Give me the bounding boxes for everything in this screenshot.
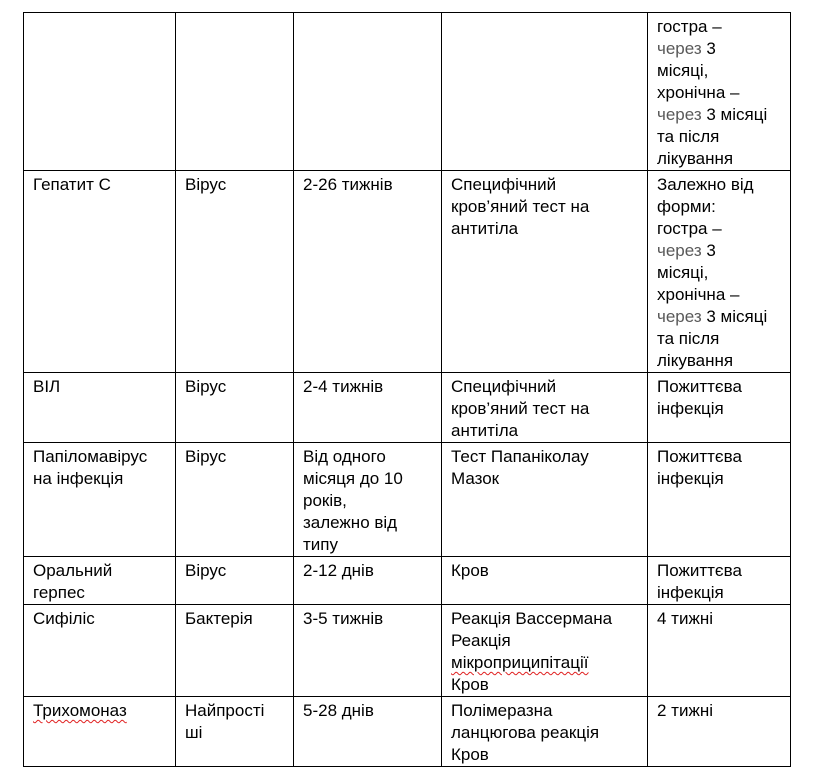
cell-line: Специфічний bbox=[451, 377, 557, 396]
cell-line: ВІЛ bbox=[33, 377, 61, 396]
cell-line: Пожиттєва bbox=[657, 377, 742, 396]
cell-diagnosis bbox=[442, 373, 648, 443]
cell-pathogen bbox=[176, 443, 294, 557]
cell-line: хронічна – bbox=[657, 83, 740, 102]
cell-diagnosis bbox=[442, 443, 648, 557]
cell-line: 3-5 тижнів bbox=[303, 609, 384, 628]
cell-line: інфекція bbox=[657, 469, 724, 488]
cell-disease bbox=[24, 697, 176, 767]
cell-incubation bbox=[294, 697, 442, 767]
cell-duration bbox=[648, 443, 791, 557]
cell-line: Кров bbox=[451, 675, 489, 694]
muted-word: через bbox=[657, 241, 702, 260]
cell-line: залежно від bbox=[303, 513, 398, 532]
cell-diagnosis bbox=[442, 605, 648, 697]
cell-line: ланцюгова реакція bbox=[451, 723, 600, 742]
cell-line: Оральний bbox=[33, 561, 113, 580]
cell-line: Кров bbox=[451, 745, 489, 764]
cell-diagnosis bbox=[442, 697, 648, 767]
cell-pathogen bbox=[176, 697, 294, 767]
cell-disease bbox=[24, 373, 176, 443]
cell-line: гостра – bbox=[657, 17, 722, 36]
cell-line: герпес bbox=[33, 583, 85, 602]
cell-pathogen bbox=[176, 557, 294, 605]
cell-line: Мазок bbox=[451, 469, 500, 488]
cell-line: Реакція bbox=[451, 631, 511, 650]
table-row bbox=[24, 373, 791, 443]
table-row bbox=[24, 13, 791, 171]
cell-disease bbox=[24, 443, 176, 557]
cell-duration bbox=[648, 373, 791, 443]
spellcheck-flagged-word[interactable]: Трихомоназ bbox=[33, 701, 127, 720]
muted-word: через bbox=[657, 105, 702, 124]
cell-diagnosis bbox=[442, 13, 648, 171]
cell-line: через 3 bbox=[657, 39, 716, 58]
cell-line: антитіла bbox=[451, 219, 519, 238]
cell-line: Пожиттєва bbox=[657, 447, 742, 466]
table-row bbox=[24, 605, 791, 697]
cell-line: місяці, bbox=[657, 263, 709, 282]
cell-line: через 3 місяці bbox=[657, 105, 768, 124]
cell-line: ші bbox=[185, 723, 203, 742]
cell-pathogen bbox=[176, 171, 294, 373]
cell-incubation bbox=[294, 171, 442, 373]
cell-line: Вірус bbox=[185, 377, 227, 396]
cell-line: інфекція bbox=[657, 399, 724, 418]
cell-line: років, bbox=[303, 491, 347, 510]
cell-line: Вірус bbox=[185, 561, 227, 580]
cell-line: Кров bbox=[451, 561, 489, 580]
cell-line: 2-26 тижнів bbox=[303, 175, 393, 194]
muted-word: через bbox=[657, 307, 702, 326]
cell-incubation bbox=[294, 443, 442, 557]
cell-diagnosis bbox=[442, 557, 648, 605]
cell-line: кров’яний тест на bbox=[451, 399, 590, 418]
cell-line: через 3 місяці bbox=[657, 307, 768, 326]
cell-line: Бактерія bbox=[185, 609, 253, 628]
cell-line: Вірус bbox=[185, 175, 227, 194]
cell-duration bbox=[648, 697, 791, 767]
cell-line: на інфекція bbox=[33, 469, 124, 488]
cell-line: Вірус bbox=[185, 447, 227, 466]
cell-line: Пожиттєва bbox=[657, 561, 742, 580]
cell-line: 2 тижні bbox=[657, 701, 713, 720]
cell-line: Залежно від bbox=[657, 175, 754, 194]
cell-line: хронічна – bbox=[657, 285, 740, 304]
muted-word: через bbox=[657, 39, 702, 58]
cell-line: Від одного bbox=[303, 447, 386, 466]
cell-pathogen bbox=[176, 373, 294, 443]
cell-line: інфекція bbox=[657, 583, 724, 602]
cell-line: та після bbox=[657, 329, 720, 348]
cell-line: 5-28 днів bbox=[303, 701, 374, 720]
cell-line: місяця до 10 bbox=[303, 469, 403, 488]
cell-disease bbox=[24, 171, 176, 373]
cell-disease bbox=[24, 557, 176, 605]
spellcheck-flagged-word[interactable]: мікроприципітації bbox=[451, 653, 589, 672]
cell-pathogen bbox=[176, 13, 294, 171]
cell-line: форми: bbox=[657, 197, 716, 216]
cell-disease bbox=[24, 605, 176, 697]
cell-line: лікування bbox=[657, 351, 734, 370]
cell-diagnosis bbox=[442, 171, 648, 373]
cell-duration bbox=[648, 605, 791, 697]
cell-duration bbox=[648, 13, 791, 171]
cell-line: Реакція Вассермана bbox=[451, 609, 613, 628]
cell-line bbox=[33, 700, 167, 722]
cell-line: Тест Папаніколау bbox=[451, 447, 589, 466]
cell-line: 2-12 днів bbox=[303, 561, 374, 580]
disease-table bbox=[23, 12, 791, 767]
cell-line: через 3 bbox=[657, 241, 716, 260]
cell-line: типу bbox=[303, 535, 338, 554]
cell-incubation bbox=[294, 13, 442, 171]
cell-line: гостра – bbox=[657, 219, 722, 238]
cell-line: Полімеразна bbox=[451, 701, 553, 720]
cell-line: 2-4 тижнів bbox=[303, 377, 384, 396]
cell-line: 4 тижні bbox=[657, 609, 713, 628]
cell-line: та після bbox=[657, 127, 720, 146]
cell-disease bbox=[24, 13, 176, 171]
cell-incubation bbox=[294, 605, 442, 697]
cell-line: антитіла bbox=[451, 421, 519, 440]
cell-line: місяці, bbox=[657, 61, 709, 80]
cell-incubation bbox=[294, 557, 442, 605]
cell-pathogen bbox=[176, 605, 294, 697]
table-row bbox=[24, 443, 791, 557]
cell-line: кров’яний тест на bbox=[451, 197, 590, 216]
cell-incubation bbox=[294, 373, 442, 443]
cell-duration bbox=[648, 171, 791, 373]
cell-line: Специфічний bbox=[451, 175, 557, 194]
cell-line: Сифіліс bbox=[33, 609, 95, 628]
cell-line: Найпрості bbox=[185, 701, 265, 720]
cell-line bbox=[451, 652, 639, 674]
cell-duration bbox=[648, 557, 791, 605]
cell-line: Гепатит С bbox=[33, 175, 111, 194]
cell-line: лікування bbox=[657, 149, 734, 168]
table-row bbox=[24, 557, 791, 605]
table-row bbox=[24, 697, 791, 767]
table-row bbox=[24, 171, 791, 373]
cell-line: Папіломавірус bbox=[33, 447, 148, 466]
